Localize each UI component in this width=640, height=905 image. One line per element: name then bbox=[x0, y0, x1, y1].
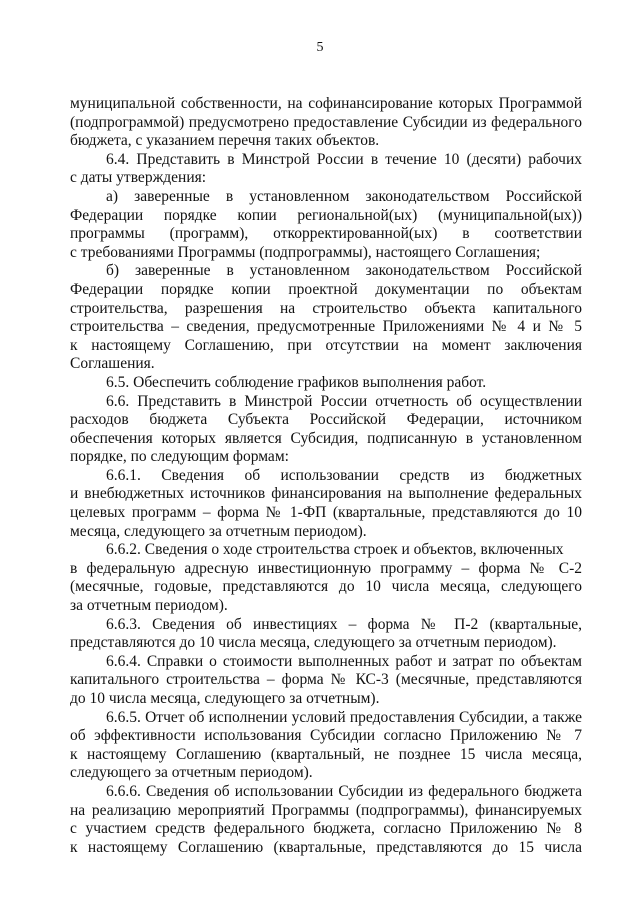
text-line: обеспечения которых является Субсидия, подписанную в установленном bbox=[70, 429, 582, 447]
text-line: муниципальной собственности, на софинансирование которых Программой bbox=[70, 95, 582, 112]
text-line: целевых программ – форма № 1-ФП (квартальные, представляются до 10 bbox=[70, 504, 582, 522]
text-line: 6.6.5. Отчет об исполнении условий предоставления Субсидии, а также bbox=[106, 708, 582, 726]
text-line: к настоящему Соглашению (квартальный, не позднее 15 числа месяца, bbox=[70, 745, 582, 763]
text-line: порядке, по следующим формам: bbox=[70, 448, 289, 466]
text-line: строительства, разрешения на строительство объекта капитального bbox=[70, 299, 582, 317]
text-line: 6.6.1. Сведения об использовании средств из бюджетных bbox=[106, 466, 582, 484]
text-line: а) заверенные в установленном законодательством Российской bbox=[106, 187, 582, 205]
page-number: 5 bbox=[316, 40, 324, 55]
text-line: 6.4. Представить в Минстрой России в течение 10 (десяти) рабочих bbox=[106, 150, 582, 168]
text-line: б) заверенные в установленном законодательством Российской bbox=[106, 262, 582, 280]
text-line: программы (программ), откорректированной(ых) в соответствии bbox=[70, 225, 582, 243]
text-line: и внебюджетных источников финансирования на выполнение федеральных bbox=[70, 485, 582, 503]
text-line: с даты утверждения: bbox=[70, 169, 207, 187]
text-line: 6.5. Обеспечить соблюдение графиков выполнения работ. bbox=[106, 373, 487, 391]
text-line: 6.6.2. Сведения о ходе строительства строек и объектов, включенных bbox=[106, 541, 564, 559]
text-line: Соглашения. bbox=[70, 355, 155, 373]
text-line: (подпрограммой) предусмотрено предоставление Субсидии из федерального bbox=[70, 113, 582, 131]
text-line: строительства – сведения, предусмотренные Приложениями № 4 и № 5 bbox=[70, 318, 582, 336]
text-line: 6.6.3. Сведения об инвестициях – форма № П-2 (квартальные, bbox=[106, 615, 582, 633]
text-line: бюджета, с указанием перечня таких объектов. bbox=[70, 132, 380, 150]
text-line: следующего за отчетным периодом). bbox=[70, 764, 313, 782]
text-line: в федеральную адресную инвестиционную программу – форма № С-2 bbox=[70, 559, 582, 577]
text-line: Федерации порядке копии региональной(ых) (муниципальной(ых)) bbox=[70, 206, 582, 224]
text-line: за отчетным периодом). bbox=[70, 597, 228, 615]
text-line: к настоящему Соглашению (квартальные, представляются до 15 числа bbox=[70, 838, 582, 856]
text-line: 6.6.6. Сведения об использовании Субсидии из федерального бюджета bbox=[106, 782, 582, 800]
text-line: на реализацию мероприятий Программы (подпрограммы), финансируемых bbox=[70, 801, 582, 819]
document-body bbox=[70, 95, 582, 857]
text-line: с требованиями Программы (подпрограммы), настоящего Соглашения; bbox=[70, 243, 541, 261]
text-line: Федерации порядке копии проектной документации по объектам bbox=[70, 280, 582, 298]
text-line: с участием средств федерального бюджета, согласно Приложению № 8 bbox=[70, 820, 582, 838]
text-line: расходов бюджета Субъекта Российской Федерации, источником bbox=[70, 411, 582, 429]
text-line: капитального строительства – форма № КС-3 (месячные, представляются bbox=[70, 671, 582, 689]
text-line: до 10 числа месяца, следующего за отчетным). bbox=[70, 690, 380, 707]
text-line: к настоящему Соглашению, при отсутствии на момент заключения bbox=[70, 336, 582, 354]
text-line: месяца, следующего за отчетным периодом). bbox=[70, 522, 367, 540]
text-line: представляются до 10 числа месяца, следующего за отчетным периодом). bbox=[70, 634, 557, 652]
text-line: об эффективности использования Субсидии согласно Приложению № 7 bbox=[70, 727, 582, 745]
text-line: 6.6. Представить в Минстрой России отчетность об осуществлении bbox=[106, 392, 582, 410]
text-line: 6.6.4. Справки о стоимости выполненных работ и затрат по объектам bbox=[106, 652, 582, 670]
text-line: (месячные, годовые, представляются до 10 числа месяца, следующего bbox=[70, 578, 582, 596]
